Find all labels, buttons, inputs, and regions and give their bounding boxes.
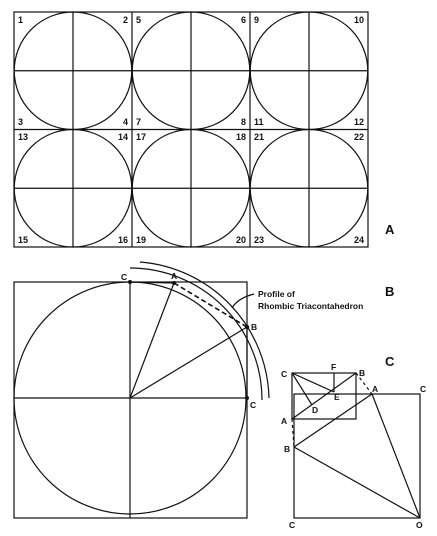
cell-number: 7 (136, 117, 142, 127)
label-a: A (171, 271, 178, 281)
line-b-to-o (294, 447, 420, 518)
label-e: E (334, 392, 340, 402)
panel-a-label: A (385, 222, 395, 237)
cell-number: 13 (18, 132, 29, 142)
label-c-upper: C (281, 369, 288, 379)
cell-number: 2 (122, 15, 128, 25)
radius-to-b (130, 327, 247, 398)
line-a-to-o (372, 394, 420, 518)
cell-row-1 (14, 12, 368, 130)
cell-number: 4 (122, 117, 128, 127)
cell-number: 10 (353, 15, 364, 25)
panel-a-grid (14, 12, 368, 247)
panel-b-construction (14, 262, 269, 518)
point-a (172, 281, 176, 285)
profile-dashed-line (174, 283, 247, 327)
caption-leader (232, 294, 254, 308)
cell-number: 15 (18, 235, 29, 245)
cell-number: 11 (254, 117, 264, 127)
cell-number: 9 (254, 15, 260, 25)
cell-number: 8 (240, 117, 246, 127)
cell-number: 23 (254, 235, 265, 245)
label-c-bottom: C (289, 520, 296, 530)
caption-line-2: Rhombic Triacontahedron (258, 301, 364, 311)
point-c-top (128, 280, 132, 284)
cell-row-2 (14, 130, 368, 248)
label-d: D (312, 405, 319, 415)
cell-number: 22 (353, 132, 364, 142)
cell-number: 12 (353, 117, 364, 127)
label-c-prime: C (420, 384, 427, 394)
label-a-left: A (281, 416, 288, 426)
label-b-upper: B (359, 368, 366, 378)
label-c-right: C (250, 400, 257, 410)
caption-line-1: Profile of (258, 289, 295, 299)
cell-number: 17 (136, 132, 147, 142)
label-o: O (416, 520, 423, 530)
radius-to-a (130, 283, 174, 398)
cell-number: 16 (117, 235, 128, 245)
label-b-mid: B (284, 444, 291, 454)
outer-arc (130, 268, 262, 400)
cell-number: 21 (254, 132, 265, 142)
label-a-right: A (372, 384, 379, 394)
line-b-to-a (294, 394, 372, 447)
cell-number: 18 (235, 132, 246, 142)
cell-number: 5 (136, 15, 142, 25)
panel-b-label: B (385, 284, 395, 299)
cell-number: 6 (240, 15, 246, 25)
panel-c-labels (281, 362, 426, 530)
cell-number: 20 (235, 235, 246, 245)
point-b (245, 325, 249, 329)
cell-number: 3 (18, 117, 24, 127)
label-f: F (331, 362, 337, 372)
cell-number: 24 (353, 235, 364, 245)
panel-c-construction (292, 373, 420, 518)
panel-c-label: C (385, 354, 395, 369)
cell-number: 19 (136, 235, 147, 245)
cell-number: 1 (18, 15, 24, 25)
label-b: B (251, 322, 258, 332)
point-c-right (245, 396, 249, 400)
cell-number: 14 (117, 132, 128, 142)
label-c-top: C (121, 272, 128, 282)
